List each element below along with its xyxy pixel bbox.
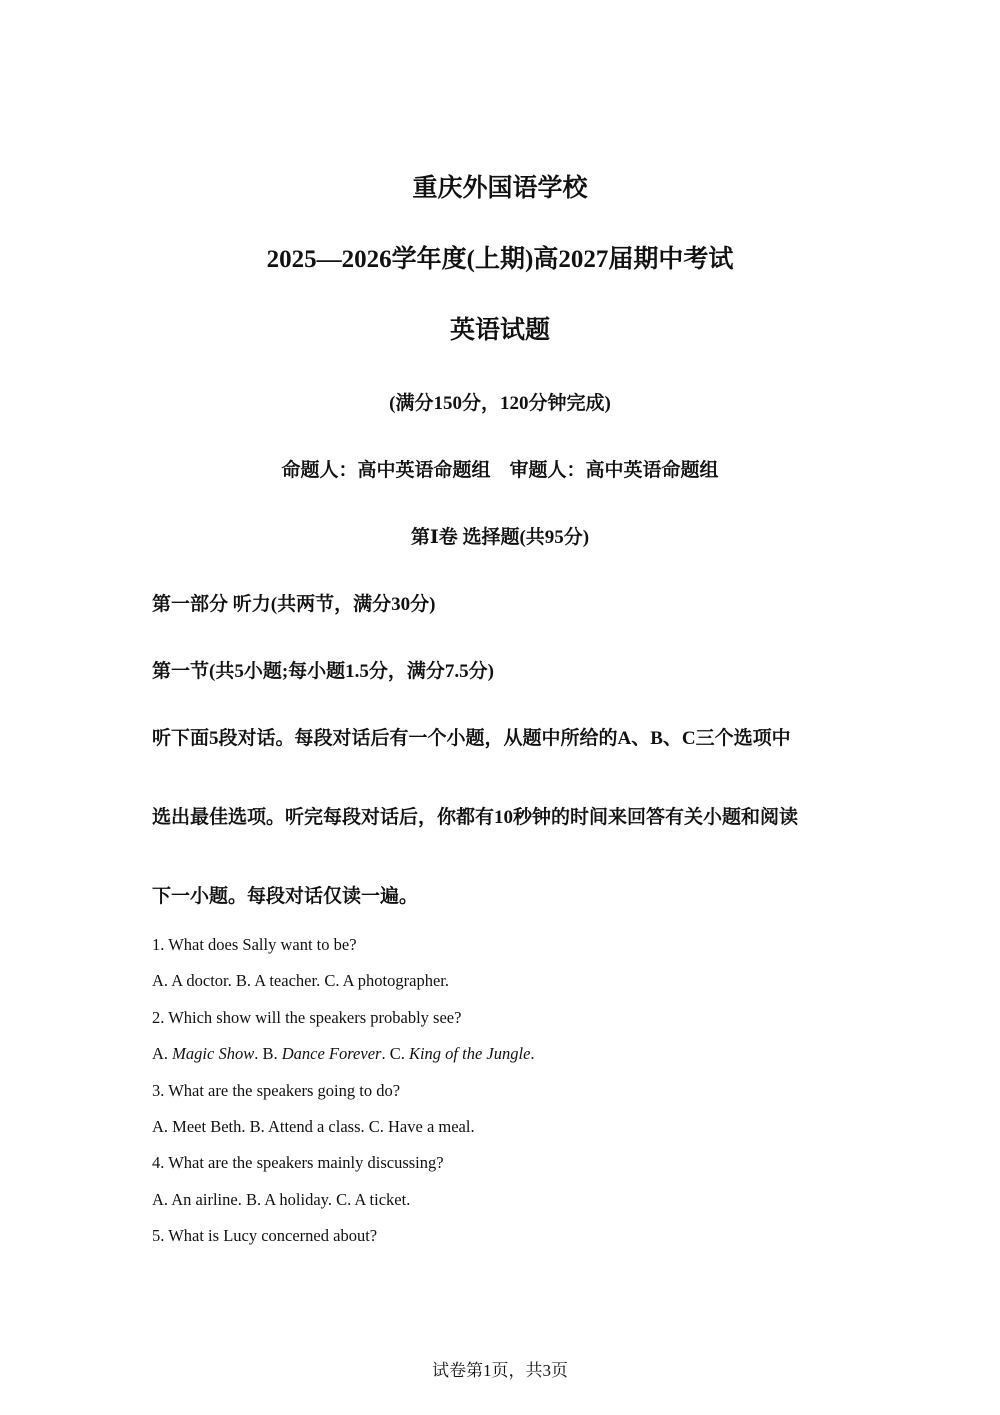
authors-line: 命题人：高中英语命题组 审题人：高中英语命题组 <box>281 460 719 481</box>
option-b-title: Dance Forever <box>281 1044 382 1063</box>
question-2-stem: 2. Which show will the speakers probably see? <box>152 1008 462 1027</box>
instructions-line-2: 选出最佳选项。听完每段对话后，你都有10秒钟的时间来回答有关小题和阅读 <box>152 807 799 828</box>
option-a-title: Magic Show <box>172 1044 255 1063</box>
section1-title: 第一节(共5小题;每小题1.5分，满分7.5分) <box>152 661 494 682</box>
instructions-line-1: 听下面5段对话。每段对话后有一个小题，从题中所给的A、B、C三个选项中 <box>152 728 791 749</box>
volume-heading: 第Ⅰ卷 选择题(共95分) <box>410 527 590 548</box>
exam-title: 2025—2026学年度(上期)高2027届期中考试 <box>266 246 734 273</box>
part1-title: 第一部分 听力(共两节，满分30分) <box>152 594 436 615</box>
option-b-label: . B. <box>254 1044 282 1063</box>
option-a-label: A. <box>152 1044 173 1063</box>
page-footer: 试卷第1页，共3页 <box>432 1361 568 1380</box>
option-end: . <box>530 1044 535 1063</box>
option-c-label: . C. <box>381 1044 409 1063</box>
question-1-options: A. A doctor. B. A teacher. C. A photographer. <box>152 971 449 990</box>
question-2-options <box>152 1044 535 1064</box>
score-time-note: (满分150分，120分钟完成) <box>389 393 611 414</box>
question-4-options: A. An airline. B. A holiday. C. A ticket. <box>152 1190 411 1209</box>
question-1-stem: 1. What does Sally want to be? <box>152 935 357 954</box>
subject-title: 英语试题 <box>449 317 550 344</box>
question-3-options: A. Meet Beth. B. Attend a class. C. Have a meal. <box>152 1117 475 1136</box>
question-3-stem: 3. What are the speakers going to do? <box>152 1081 401 1100</box>
option-c-title: King of the Jungle <box>408 1044 531 1063</box>
question-5-stem: 5. What is Lucy concerned about? <box>152 1226 378 1245</box>
school-name: 重庆外国语学校 <box>412 175 588 202</box>
question-4-stem: 4. What are the speakers mainly discussing? <box>152 1153 444 1172</box>
instructions-line-3: 下一小题。每段对话仅读一遍。 <box>152 886 419 907</box>
